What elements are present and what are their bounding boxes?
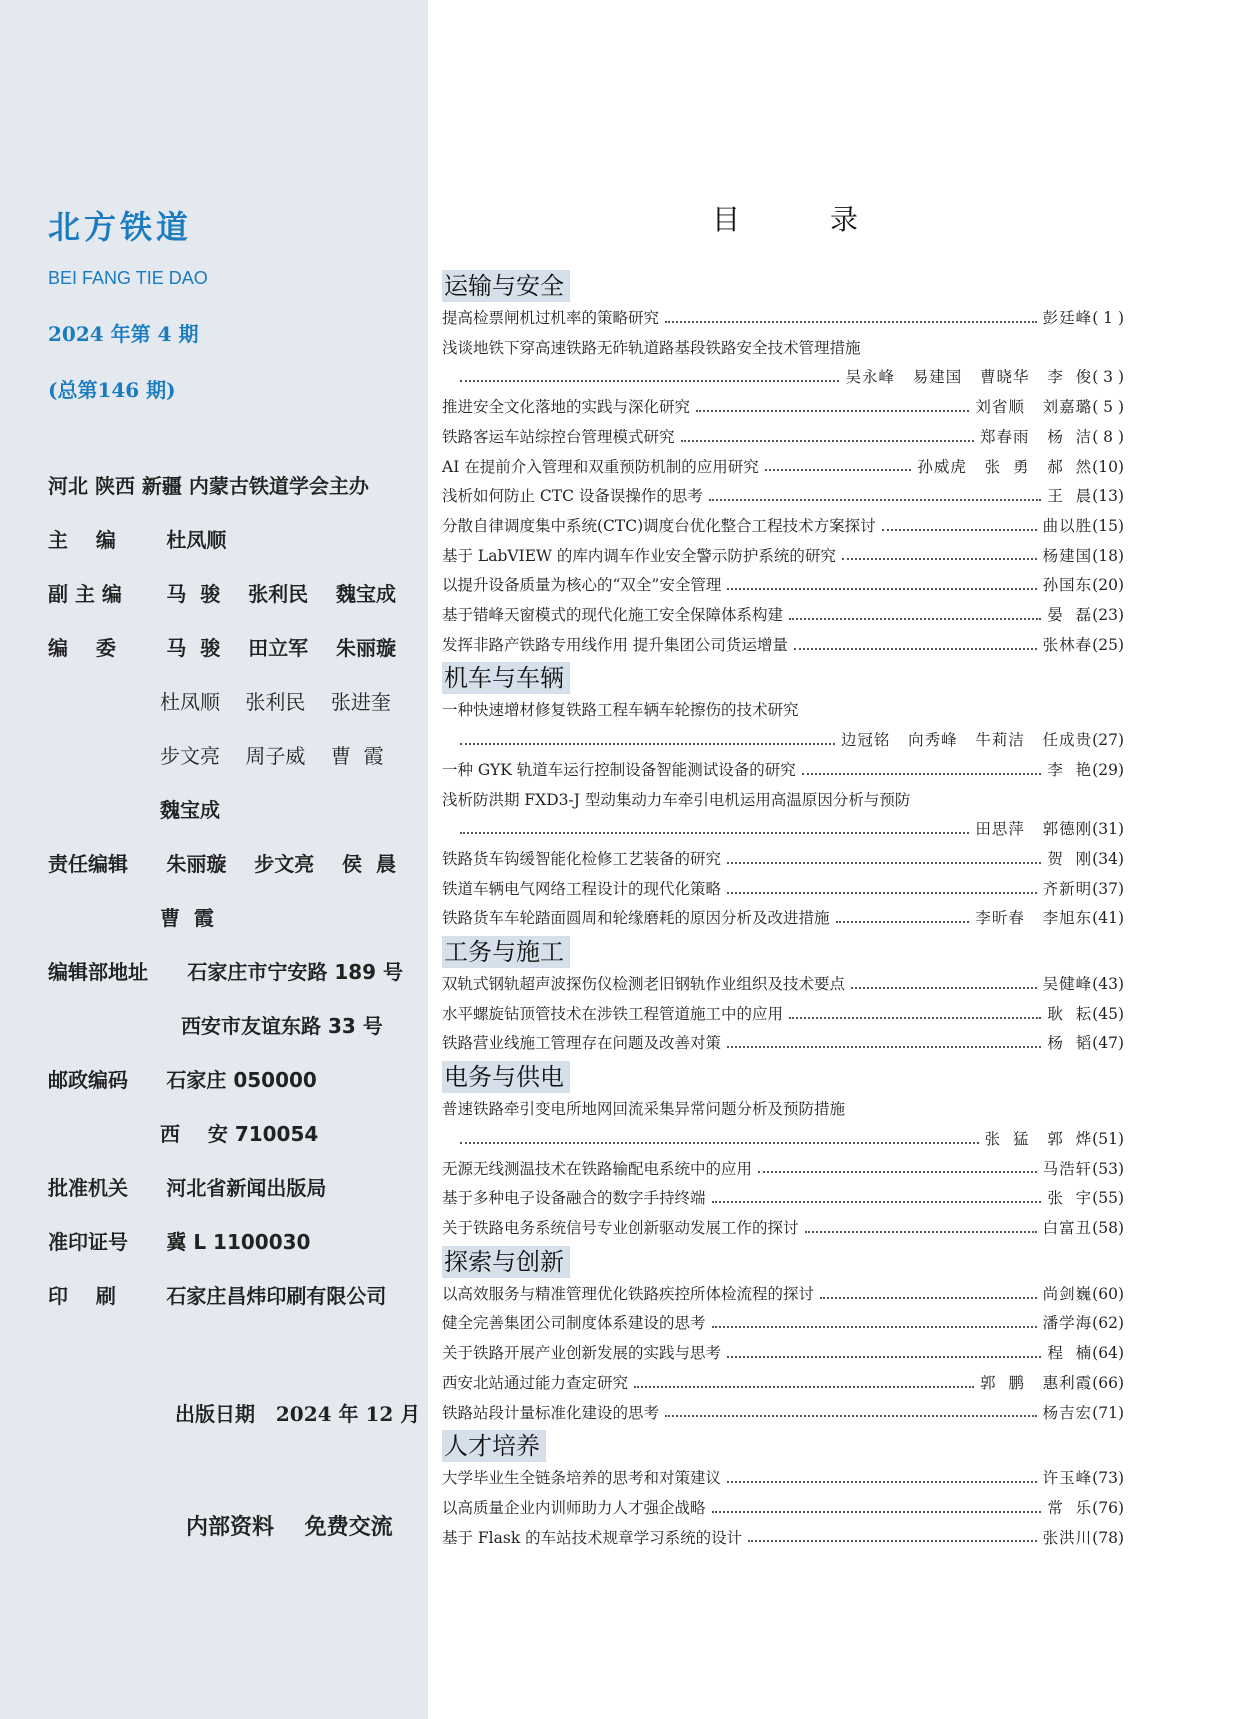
toc-entry-title: 关于铁路开展产业创新发展的实践与思考 [442,1344,722,1363]
section-heading: 人才培养 [442,1430,546,1462]
toc-entry-page: (66) [1092,1373,1124,1392]
leader-dots [794,648,1037,650]
leader-dots [712,1511,1042,1513]
leader-dots [709,499,1041,501]
toc-entry-title: 铁路营业线施工管理存在问题及改善对策 [442,1034,722,1053]
toc-entry-page: (31) [1092,820,1124,839]
issue-number: 2024 年第 4 期 [48,322,199,346]
toc-entry[interactable] [442,815,1124,845]
leader-dots [681,440,975,442]
toc-entry-title: 大学毕业生全链条培养的思考和对策建议 [442,1469,722,1488]
toc-entry-authors: 张洪川 [1042,1528,1093,1547]
toc-entry-authors: 吴永峰 易建国 曹晓华 李 俊 [845,368,1093,387]
toc-entry[interactable] [442,1369,1124,1399]
leader-dots [712,1201,1042,1203]
section-heading: 机车与车辆 [442,662,570,694]
toc-entry[interactable] [442,1000,1124,1030]
toc-entry-title: 发挥非路产铁路专用线作用 提升集团公司货运增量 [442,635,788,654]
toc-entry-page: (18) [1092,546,1124,565]
sponsor-line [48,470,369,499]
leader-dots [765,469,912,471]
toc-entry-authors: 杨建国 [1042,546,1093,565]
toc-entry-authors: 晏 磊 [1047,606,1093,625]
toc-entry[interactable] [442,1125,1124,1155]
toc-entry[interactable] [442,1524,1124,1554]
approval-authority: 河北省新闻出版局 [166,1176,327,1200]
section-heading: 电务与供电 [442,1061,570,1093]
toc-entry-title: 铁路客运车站综控台管理模式研究 [442,427,675,446]
toc-section [442,1244,1124,1280]
toc-entry-title: 基于 Flask 的车站技术规章学习系统的设计 [442,1528,743,1547]
toc-entry-page: (53) [1092,1159,1124,1178]
toc-entry-title: 以提升设备质量为核心的“双全”安全管理 [442,576,722,595]
section-heading: 工务与施工 [442,936,570,968]
toc-entry[interactable] [442,453,1124,483]
toc-entry-page: (58) [1092,1218,1124,1237]
toc-entry-title: 推进安全文化落地的实践与深化研究 [442,398,691,417]
leader-dots [851,987,1037,989]
toc-entry-authors: 尚剑巍 [1042,1284,1093,1303]
toc-title-left: 目 [712,203,741,236]
deputy-editors: 马 骏 张利民 魏宝成 [166,582,396,606]
toc-entry-page: (20) [1092,576,1124,595]
toc-entry[interactable] [442,1214,1124,1244]
toc-entry-title: 铁路货车车轮踏面圆周和轮缘磨耗的原因分析及改进措施 [442,909,830,928]
toc-entry-page: (76) [1092,1498,1124,1517]
toc-entry-title: 铁道车辆电气网络工程设计的现代化策略 [442,879,722,898]
toc-entry-page: (25) [1092,635,1124,654]
resp-editor-line-2: 曹 霞 [160,906,214,930]
leader-dots [748,1540,1037,1542]
toc-entry[interactable] [442,756,1124,786]
toc-entry-authors: 贺 刚 [1047,849,1093,868]
toc-entry[interactable] [442,726,1124,756]
toc-entry-page: (29) [1092,760,1124,779]
toc-entry-page: (73) [1092,1469,1124,1488]
toc-entry[interactable] [442,1464,1124,1494]
toc-entry-authors: 郑春雨 杨 洁 [980,427,1093,446]
toc-entry-title: 铁路货车钩缓智能化检修工艺装备的研究 [442,849,722,868]
toc-entry-page: (41) [1092,909,1124,928]
toc-entry-title: 以高质量企业内训师助力人才强企战略 [442,1498,706,1517]
toc-entry-title: 一种 GYK 轨道车运行控制设备智能测试设备的研究 [442,760,796,779]
toc-entry-authors: 李昕春 李旭东 [975,909,1093,928]
toc-entry[interactable] [442,512,1124,542]
toc-entry-authors: 吴健峰 [1042,975,1093,994]
toc-entry-authors: 王 晨 [1047,487,1093,506]
toc-entry[interactable] [442,875,1124,905]
toc-entry-authors: 杨吉宏 [1042,1403,1093,1422]
address-line-1: 石家庄市宁安路 189 号 [187,960,404,984]
approval-label: 批准机关 [48,1176,128,1200]
issue-total: (总第146 期) [48,378,176,402]
toc-entry[interactable] [442,542,1124,572]
board-line-4: 魏宝成 [160,798,220,822]
toc-entry-authors: 孙国东 [1042,576,1093,595]
address-row [48,956,403,985]
toc-entry[interactable] [442,393,1124,423]
leader-dots [634,1386,974,1388]
board-label: 编 委 [48,636,116,660]
toc-entry-page: (27) [1092,731,1124,750]
toc-entry-title: 基于多种电子设备融合的数字手持终端 [442,1189,706,1208]
toc-entry-page: (78) [1092,1528,1124,1547]
journal-title-cn: 北方铁道 [48,208,193,246]
toc-entry-title: 无源无线测温技术在铁路输配电系统中的应用 [442,1159,753,1178]
toc-entry[interactable] [442,601,1124,631]
leader-dots [727,1356,1041,1358]
toc-entry-page: (37) [1092,879,1124,898]
toc-entry[interactable] [442,1155,1124,1185]
toc-title [712,198,858,238]
toc-entry-page: (34) [1092,849,1124,868]
postal-row [48,1064,317,1093]
leader-dots [460,380,839,382]
toc-entry-authors: 杨 韬 [1047,1034,1093,1053]
toc-title-right: 录 [830,203,859,236]
board-line-2: 杜凤顺 张利民 张进奎 [160,690,391,714]
printer: 石家庄昌炜印刷有限公司 [166,1284,387,1308]
toc-entry-page: (71) [1092,1403,1124,1422]
toc-entry-title: 关于铁路电务系统信号专业创新驱动发展工作的探讨 [442,1218,799,1237]
toc-entry-page: (64) [1092,1344,1124,1363]
leader-dots [758,1171,1037,1173]
leader-dots [842,558,1037,560]
toc-entry-authors: 常 乐 [1047,1498,1093,1517]
toc-entry-page: (10) [1092,457,1124,476]
toc-entry-authors: 潘学海 [1042,1314,1093,1333]
address-line-2: 西安市友谊东路 33 号 [181,1014,383,1038]
postal-line-2: 西 安 710054 [160,1122,319,1146]
toc-entry[interactable] [442,1309,1124,1339]
toc-entry-title: 水平螺旋钻顶管技术在涉铁工程管道施工中的应用 [442,1004,784,1023]
toc-section [442,1059,1124,1095]
toc-entry[interactable] [442,1399,1124,1429]
toc-entry-authors: 程 楠 [1047,1344,1093,1363]
toc-entry-page: (23) [1092,606,1124,625]
permit-label: 准印证号 [48,1230,128,1254]
leader-dots [727,1046,1041,1048]
toc-entry[interactable] [442,363,1124,393]
leader-dots [665,1415,1037,1417]
toc-entry[interactable] [442,1280,1124,1310]
toc-entry-title[interactable]: 普速铁路牵引变电所地网回流采集异常问题分析及预防措施 [442,1100,846,1119]
printer-row [48,1280,386,1309]
chief-editor: 杜凤顺 [166,528,227,552]
toc-entry-page: (55) [1092,1189,1124,1208]
toc-entry-title: 基于错峰天窗模式的现代化施工安全保障体系构建 [442,606,784,625]
leader-dots [727,1481,1037,1483]
leader-dots [727,862,1041,864]
leader-dots [882,529,1037,531]
toc-entry-page: (45) [1092,1004,1124,1023]
toc-section [442,934,1124,970]
toc-entry[interactable] [442,1339,1124,1369]
leader-dots [820,1297,1037,1299]
toc-entry-authors: 刘省顺 刘嘉璐 [975,398,1093,417]
board-line-1: 马 骏 田立军 朱丽璇 [166,636,396,660]
sponsor: 河北 陕西 新疆 内蒙古铁道学会主办 [48,474,369,498]
permit-row [48,1226,310,1255]
toc-entry-title[interactable]: 浅析防洪期 FXD3-J 型动集动力车牵引电机运用高温原因分析与预防 [442,790,911,809]
toc-entry[interactable] [442,1184,1124,1214]
toc-entry-authors: 张林春 [1042,635,1093,654]
toc-entry-page: (51) [1092,1129,1124,1148]
toc-entry-page: (43) [1092,975,1124,994]
permit-number: 冀 L 1100030 [166,1230,311,1254]
deputy-editor-label: 副 主 编 [48,582,122,606]
toc-entry-title: 浅析如何防止 CTC 设备误操作的思考 [442,487,703,506]
toc-entry-authors: 郭 鹏 惠利霞 [980,1373,1093,1392]
toc-entry-authors: 齐新明 [1042,879,1093,898]
toc-entry-page: ( 5 ) [1092,398,1124,417]
toc-entry-authors: 边冠铭 向秀峰 牛莉洁 任成贵 [840,731,1093,750]
leader-dots [789,1017,1041,1019]
toc-entry-authors: 田思萍 郭德刚 [975,820,1093,839]
journal-title-en: BEI FANG TIE DAO [48,268,208,288]
toc-entry[interactable] [442,423,1124,453]
toc-entry-page: (15) [1092,516,1124,535]
toc-entry-authors: 张 猛 郭 烨 [984,1129,1093,1148]
table-of-contents [442,268,1124,1553]
toc-entry-authors: 彭廷峰 [1042,309,1093,327]
toc-entry-authors: 李 艳 [1047,760,1093,779]
toc-entry-title[interactable]: 一种快速增材修复铁路工程车辆车轮擦伤的技术研究 [442,701,799,720]
toc-entry[interactable] [442,904,1124,934]
leader-dots [805,1231,1037,1233]
leader-dots [665,321,1037,323]
toc-entry[interactable] [442,970,1124,1000]
publish-date: 出版日期 2024 年 12 月 [175,1402,421,1426]
toc-entry-authors: 许玉峰 [1042,1469,1093,1488]
leader-dots [802,773,1042,775]
leader-dots [789,618,1041,620]
toc-entry[interactable] [442,571,1124,601]
resp-editor-label: 责任编辑 [48,852,128,876]
toc-section [442,1428,1124,1464]
leader-dots [460,832,969,834]
toc-entry-page: (13) [1092,487,1124,506]
toc-entry-authors: 耿 耘 [1047,1004,1093,1023]
section-heading: 运输与安全 [442,270,570,302]
leader-dots [460,743,835,745]
resp-editor-row [48,848,396,877]
toc-entry-title: 西安北站通过能力查定研究 [442,1373,629,1392]
internal-notice: 内部资料 免费交流 [186,1515,393,1540]
toc-entry-title: 双轨式钢轨超声波探伤仪检测老旧钢轨作业组织及技术要点 [442,975,846,994]
toc-entry[interactable] [442,845,1124,875]
toc-entry-title: 健全完善集团公司制度体系建设的思考 [442,1314,706,1333]
toc-entry-authors: 张 宇 [1047,1189,1093,1208]
toc-entry[interactable] [442,631,1124,661]
section-heading: 探索与创新 [442,1246,570,1278]
toc-entry-title: 以高效服务与精准管理优化铁路疾控所体检流程的探讨 [442,1284,815,1303]
toc-entry[interactable] [442,304,1124,334]
toc-entry-page: (47) [1092,1034,1124,1053]
leader-dots [696,410,969,412]
toc-entry-authors: 孙威虎 张 勇 郝 然 [917,457,1093,476]
toc-entry-title: AI 在提前介入管理和双重预防机制的应用研究 [442,457,759,476]
toc-entry-page: ( 1 ) [1092,309,1124,327]
resp-editor-line-1: 朱丽璇 步文亮 侯 晨 [166,852,396,876]
leader-dots [712,1326,1037,1328]
board-row [48,632,396,661]
toc-section [442,268,1124,304]
toc-entry-title: 提高检票闸机过机率的策略研究 [442,309,660,327]
toc-entry[interactable] [442,1494,1124,1524]
toc-entry-authors: 马浩轩 [1042,1159,1093,1178]
toc-entry-page: ( 3 ) [1092,368,1124,387]
chief-editor-row [48,524,226,553]
leader-dots [460,1142,979,1144]
toc-entry-page: (62) [1092,1314,1124,1333]
sidebar-panel [0,0,428,1719]
leader-dots [727,588,1036,590]
deputy-editor-row [48,578,396,607]
toc-entry[interactable] [442,1029,1124,1059]
leader-dots [727,892,1037,894]
toc-entry-authors: 曲以胜 [1042,516,1093,535]
chief-editor-label: 主 编 [48,528,116,552]
postal-label: 邮政编码 [48,1068,128,1092]
toc-entry-authors: 白富丑 [1042,1218,1093,1237]
toc-entry-title: 基于 LabVIEW 的库内调车作业安全警示防护系统的研究 [442,546,836,565]
leader-dots [836,921,970,923]
toc-entry-title[interactable]: 浅谈地铁下穿高速铁路无砟轨道路基段铁路安全技术管理措施 [442,338,861,357]
toc-entry-title: 铁路站段计量标准化建设的思考 [442,1403,660,1422]
printer-label: 印 刷 [48,1284,116,1308]
toc-entry-title: 分散自律调度集中系统(CTC)调度台优化整合工程技术方案探讨 [442,516,876,535]
toc-section [442,660,1124,696]
postal-line-1: 石家庄 050000 [166,1068,317,1092]
approval-row [48,1172,326,1201]
board-line-3: 步文亮 周子威 曹 霞 [160,744,384,768]
address-label: 编辑部地址 [48,960,148,984]
toc-entry-page: (60) [1092,1284,1124,1303]
toc-entry[interactable] [442,482,1124,512]
toc-entry-page: ( 8 ) [1092,427,1124,446]
